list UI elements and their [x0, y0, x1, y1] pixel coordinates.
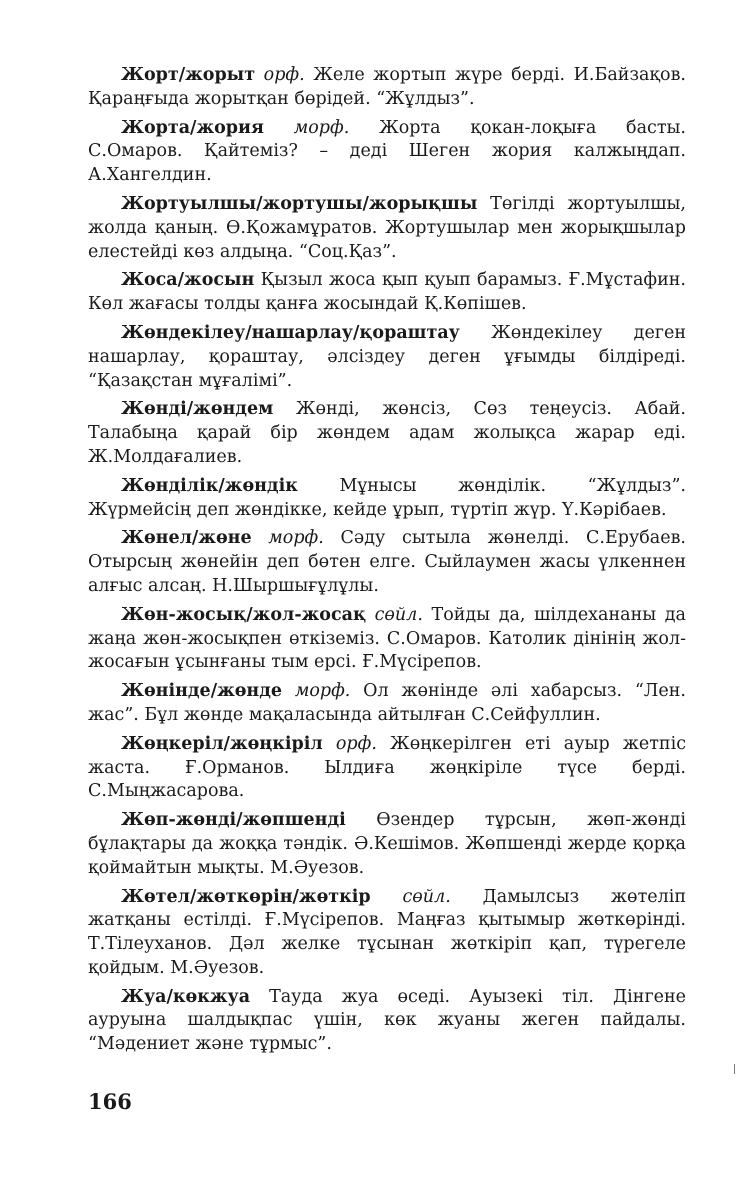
entry-text: Ол жөнінде әлі хабарсыз. “Лен. жас”. Бұл жөнде мақаласында айтылған С.Сейфуллин. — [88, 681, 686, 725]
entry-label: морф. — [294, 681, 351, 702]
entry — [88, 475, 686, 523]
entry — [88, 193, 686, 264]
entry-headword: Жөп-жөнді/жөпшенді — [121, 810, 346, 831]
entry-text: Желе жортып жүре берді. И.Байзақов. Қараңғыда жорытқан бөрідей. “Жұлдыз”. — [88, 65, 686, 109]
entry-text: Төгілді жортуылшы, жолда қаның. Ө.Қожамұратов. Жортушылар мен жорықшылар елестейді көз алдыңа. “Соц.Қаз”. — [88, 193, 686, 262]
entry-text: Тойды да, шілдехананы да жаңа жөн-жосықпен өткіземіз. С.Омаров. Католик дінінің жол-жосағын ұсынғаны тым ерсі. Ғ.Мүсірепов. — [88, 604, 686, 673]
entry — [88, 117, 686, 188]
entry-text: Өзендер тұрсын, жөп-жөнді бұлақтары да жоққа тәндік. Ә.Кешімов. Жөпшенді жерде қорқа қоймайтын мықты. М.Әуезов. — [88, 810, 686, 878]
entry-text: Жөндекілеу деген нашарлау, қораштау, әлсіздеу деген ұғымды білдіреді. “Қазақстан мұғалімі”. — [88, 322, 686, 391]
entry-text: Тауда жуа өседі. Ауызекі тіл. Дінгене ауруына шалдықпас үшін, көк жуаны жеген пайдалы. “Мәдениет және тұрмыс”. — [88, 986, 686, 1055]
entry — [88, 604, 686, 675]
entry-headword: Жөнді/жөндем — [121, 399, 274, 420]
entry-label: сөйл. — [402, 886, 451, 907]
entry — [88, 64, 686, 112]
entry-text: Сәду сытыла жөнелді. С.Ерубаев. Отырсың жөнейін деп бөтен елге. Сыйлаумен жасы үлкеннен алғыс алсаң. Н.Шыршығұлұлы. — [88, 528, 686, 596]
entry-headword: Жөн-жосық/жол-жосақ — [121, 604, 366, 625]
entry-headword: Жөнділік/жөндік — [121, 475, 298, 496]
entry-headword: Жөтел/жөткөрін/жөткір — [121, 886, 371, 907]
entry-headword: Жорт/жорыт — [121, 65, 256, 85]
entry-headword: Жорта/жория — [121, 117, 264, 138]
entry-headword: Жуа/көкжуа — [121, 986, 251, 1007]
entry-headword: Жөңкеріл/жөңкіріл — [121, 733, 323, 754]
page-number: 166 — [88, 1089, 132, 1114]
entry — [88, 986, 686, 1057]
entry-text: Жорта қокан-лоқыға басты. С.Омаров. Қайтеміз? – деді Шеген жория калжыңдап. А.Хангелдин. — [88, 117, 686, 186]
entry-label: морф. — [268, 528, 324, 549]
entry — [88, 809, 686, 880]
entry-text: Жөңкерілген еті ауыр жетпіс жаста. Ғ.Орманов. Ылдиға жөңкіріле түсе берді. С.Мыңжасарова. — [88, 733, 686, 802]
entry — [88, 269, 686, 317]
entry-text: Қызыл жоса қып қуып барамыз. Ғ.Мұстафин. Көл жағасы толды қанға жосындай Қ.Көпішев. — [88, 270, 686, 315]
entry-label: морф. — [293, 117, 350, 138]
entry-text: Жөнді, жөнсіз, Сөз теңеусіз. Абай. Талабыңа қарай бір жөндем адам жолықса жарар еді. Ж.Молдағалиев. — [88, 399, 686, 467]
entry — [88, 886, 686, 981]
entry-headword: Жөнінде/жөнде — [121, 681, 283, 702]
entry — [88, 680, 686, 728]
entry — [88, 733, 686, 804]
entry-headword: Жоса/жосын — [121, 270, 255, 291]
entry-text: Дамылсыз жөтеліп жатқаны естілді. Ғ.Мүсірепов. Маңғаз қытымыр жөткөрінді. Т.Тілеуханов. Дәл желке тұсынан жөткіріп қап, түрегеле қойдым. М.Әуезов. — [88, 886, 686, 978]
entry-label: сөйл. — [374, 604, 423, 625]
entry-label: орф. — [263, 65, 305, 85]
entry — [88, 322, 686, 393]
entry-headword: Жөндекілеу/нашарлау/қораштау — [121, 322, 460, 343]
margin-mark — [734, 1064, 735, 1074]
entry — [88, 527, 686, 598]
entries-list — [88, 64, 686, 1062]
entry-headword: Жортуылшы/жортушы/жорықшы — [121, 193, 478, 214]
entry-headword: Жөнел/жөне — [121, 528, 252, 549]
entry-label: орф. — [335, 733, 377, 754]
entry-text: Мұнысы жөнділік. “Жұлдыз”. Жүрмейсің деп жөндікке, кейде ұрып, түртіп жүр. Ү.Кәрібаев. — [88, 475, 686, 520]
entry — [88, 398, 686, 469]
